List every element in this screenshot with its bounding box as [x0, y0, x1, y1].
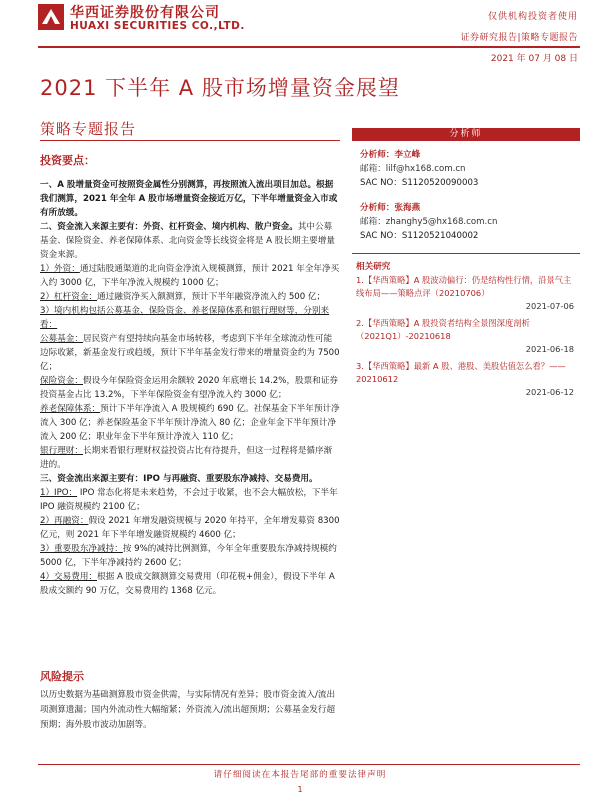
- paragraph-label: 1）IPO：: [40, 488, 78, 498]
- paragraph-text: 假设 2021 年增发融资规模与 2020 年持平，全年增发募资 8300 亿元，则 2021 年下半年增发融资规模约 4600 亿；: [40, 516, 340, 540]
- highlight-paragraph: [40, 542, 340, 570]
- paragraph-text: IPO 常态化将是未来趋势，不会过于收紧，也不会大幅放松，下半年 IPO 融资规模约 2100 亿；: [40, 488, 338, 512]
- paragraph-label: 公募基金：: [40, 334, 83, 344]
- analyst-email[interactable]: 邮箱：zhanghy5@hx168.com.cn: [360, 217, 498, 227]
- highlight-paragraph: [40, 570, 340, 598]
- related-research-date: 2021-06-12: [525, 387, 574, 397]
- legal-disclaimer-link[interactable]: 请仔细阅读在本报告尾部的重要法律声明: [213, 770, 387, 780]
- page-header: [0, 0, 600, 64]
- analyst-card: [352, 141, 580, 194]
- sidebar: [352, 128, 580, 403]
- highlight-paragraph: [40, 444, 340, 472]
- company-name-cn: 华西证券股份有限公司: [70, 5, 220, 21]
- related-research-link[interactable]: 1.【华西策略】A 股波动偏行：仍是结构性行情，沿景气主线布局——策略点评（20210706）: [356, 275, 572, 298]
- paragraph-label: 2）杠杆资金：: [40, 292, 98, 302]
- report-title: 2021 下半年 A 股市场增量资金展望: [40, 76, 400, 100]
- paragraph-text: 居民资产有望持续向基金市场转移，考虑到下半年全球流动性可能边际收紧，新基金发行或趋缓，预计下半年基金发行带来的增量资金约为 7500 亿；: [40, 334, 340, 372]
- analyst-name: 分析师：张海燕: [360, 203, 421, 213]
- investment-highlights: [40, 152, 340, 598]
- footer-divider: [38, 764, 580, 765]
- page-number: 1: [297, 785, 303, 794]
- paragraph-text: 假设今年保险资金运用余额较 2020 年底增长 14.2%，股票和证券投资基金占比 13.2%，下半年保险资金有望净流入约 3000 亿；: [40, 376, 339, 400]
- highlight-paragraph: [40, 374, 340, 402]
- report-category: 证券研究报告|策略专题报告: [460, 33, 578, 43]
- related-research-link[interactable]: 2.【华西策略】A 股投资者结构全景图深度剖析（2021Q1）-20210618: [356, 318, 530, 341]
- highlight-paragraph: [40, 486, 340, 514]
- highlight-paragraph: [40, 472, 340, 486]
- related-research-date: 2021-06-18: [525, 344, 574, 354]
- paragraph-text: 根据 A 股成交额测算交易费用（印花税+佣金），假设下半年 A 股成交额约 90 万亿，交易费用约 1368 亿元。: [40, 572, 335, 596]
- highlight-paragraph: [40, 332, 340, 374]
- highlight-paragraph: [40, 304, 340, 332]
- report-date: 2021 年 07 月 08 日: [490, 54, 578, 64]
- analyst-card: [352, 194, 580, 247]
- related-research-date: 2021-07-06: [525, 301, 574, 311]
- audience-note: 仅供机构投资者使用: [487, 12, 578, 22]
- paragraph-text: 按 9%的减持比例测算，今年全年重要股东净减持规模约 5000 亿，下半年净减持约 2600 亿；: [40, 544, 337, 568]
- analyst-name: 分析师：李立峰: [360, 150, 421, 160]
- risk-text: 以历史数据为基础测算股市资金供需，与实际情况有差异；股市资金流入/流出项测算遗漏；国内外流动性大幅缩紧；外资流入/流出超预期；公募基金发行超预期；海外股市波动加剧等。: [40, 690, 336, 730]
- analyst-list: [352, 141, 580, 247]
- section-title: 投资要点：: [40, 154, 95, 167]
- paragraph-label: 3）重要股东净减持：: [40, 544, 123, 554]
- huaxi-logo-icon: [38, 4, 64, 30]
- paragraph-lead: 二、资金流入来源主要有：外资、杠杆资金、境内机构、散户资金。: [40, 222, 298, 232]
- highlight-paragraphs: [40, 178, 340, 598]
- analyst-header: 分析师: [352, 128, 580, 141]
- paragraph-label: 2）再融资：: [40, 516, 89, 526]
- paragraph-text: 通过融资净买入额测算，预计下半年融资净流入约 500 亿；: [97, 292, 326, 302]
- paragraph-text: 其中公募基金、保险资金、养老保障体系、北向资金等长线资金将是 A 股长期主要增量资金来源。: [40, 222, 335, 260]
- highlight-paragraph: [40, 220, 340, 262]
- paragraph-label: 银行理财：: [40, 446, 83, 456]
- risk-title: 风险提示: [40, 670, 84, 683]
- paragraph-label: 3）境内机构包括公募基金、保险资金、养老保障体系和银行理财等，分别来看：: [40, 306, 330, 330]
- paragraph-text: 通过陆股通渠道的北向资金净流入规模测算，预计 2021 年全年净买入约 3000 亿，下半年净流入规模约 1000 亿；: [40, 264, 340, 288]
- paragraph-text: 预计下半年净流入 A 股规模约 690 亿。社保基金下半年预计净流入 300 亿；养老保险基金下半年预计净流入 80 亿；企业年金下半年预计净流入 200 亿；职业年金下半年预计净流入 110 亿；: [40, 404, 340, 442]
- paragraph-label: 4）交易费用：: [40, 572, 98, 582]
- report-subtitle: 策略专题报告: [40, 120, 137, 138]
- highlight-paragraph: [40, 514, 340, 542]
- header-divider: [38, 46, 580, 48]
- analyst-sac-number: SAC NO：S1120521040002: [360, 231, 479, 241]
- paragraph-lead: 一、A 股增量资金可按照资金属性分别测算，再按照流入流出项目加总。根据我们测算，2021 年全年 A 股市场增量资金接近万亿，下半年增量资金入市或有所放缓。: [40, 180, 338, 218]
- highlight-paragraph: [40, 262, 340, 290]
- paragraph-label: 1）外资：: [40, 264, 80, 274]
- highlight-paragraph: [40, 402, 340, 444]
- analyst-email[interactable]: 邮箱：lilf@hx168.com.cn: [360, 164, 466, 174]
- risk-section: [40, 668, 340, 733]
- paragraph-label: 养老保障体系：: [40, 404, 101, 414]
- paragraph-text: 长期来看银行理财权益投资占比有待提升，但这一过程将是循序渐进的。: [40, 446, 333, 470]
- highlight-paragraph: [40, 178, 340, 220]
- company-name-en: HUAXI SECURITIES CO.,LTD.: [70, 20, 245, 32]
- related-research-link[interactable]: 3.【华西策略】最新 A 股、港股、美股估值怎么看？——20210612: [356, 361, 566, 384]
- subtitle-divider: [40, 140, 340, 141]
- highlight-paragraph: [40, 290, 340, 304]
- related-research-list: [352, 274, 580, 403]
- paragraph-lead: 三、资金流出来源主要有：IPO 与再融资、重要股东净减持、交易费用。: [40, 474, 318, 484]
- related-research-title: 相关研究: [356, 262, 391, 272]
- analyst-sac-number: SAC NO：S1120520090003: [360, 178, 479, 188]
- paragraph-label: 保险资金：: [40, 376, 83, 386]
